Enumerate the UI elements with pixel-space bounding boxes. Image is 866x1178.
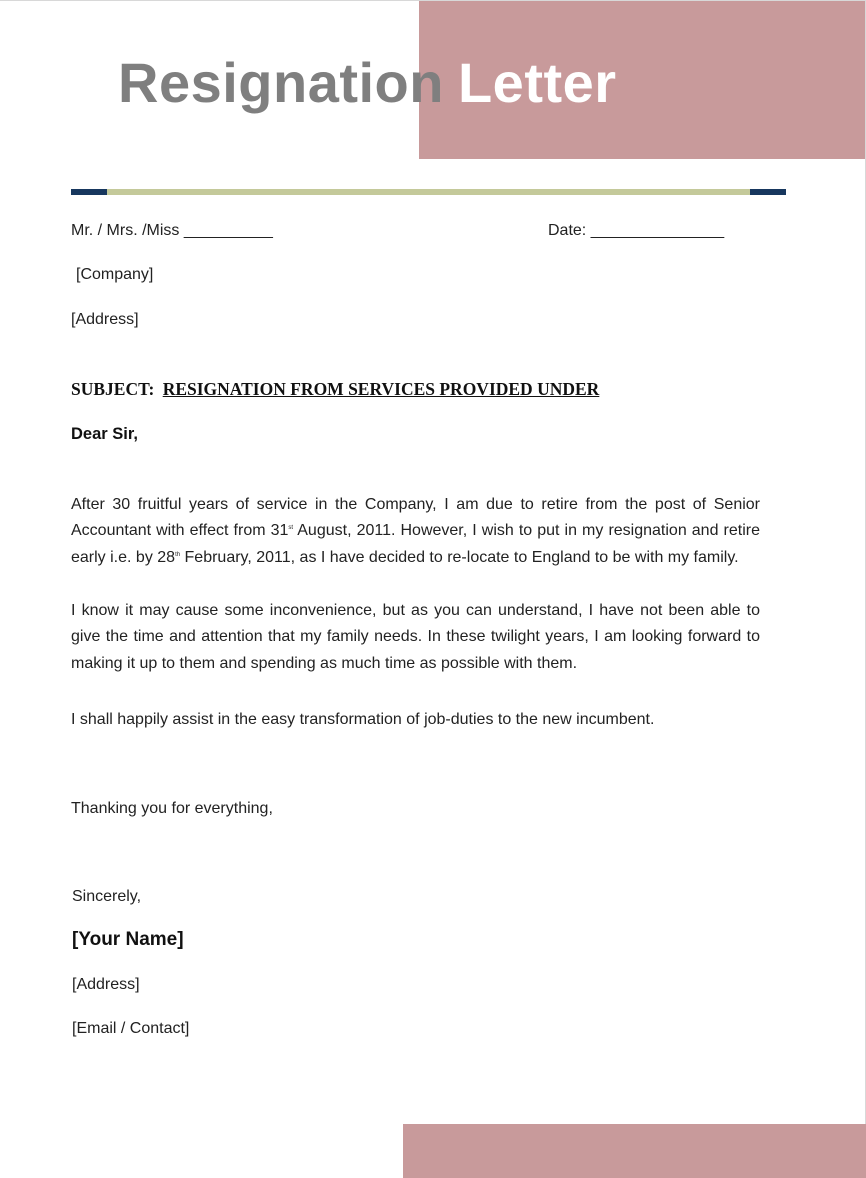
date-label: Date: — [548, 222, 587, 239]
title-word-letter: Letter — [457, 51, 617, 114]
letter-salutation: Dear Sir, — [71, 425, 138, 443]
signer-name: [Your Name] — [72, 929, 184, 950]
recipient-name-line — [71, 221, 273, 241]
recipient-company: [Company] — [76, 266, 154, 283]
ordinal-st: st — [288, 525, 294, 532]
divider-middle — [107, 189, 750, 195]
paragraph-1-part-c: February, 2011, as I have decided to re-locate to England to be with my family. — [180, 548, 739, 566]
paragraph-3: I shall happily assist in the easy transformation of job-duties to the new incumbent. — [71, 711, 655, 728]
ordinal-th: th — [175, 551, 181, 558]
closing-sincerely: Sincerely, — [72, 888, 142, 905]
signer-contact: [Email / Contact] — [72, 1020, 190, 1037]
paragraph-2: I know it may cause some inconvenience, but as you can understand, I have not been able to give the time and attention that my family needs. In these twilight years, I am looking forward to making it up to them and spending as much time as possible with them. — [71, 602, 760, 672]
paragraph-1 — [71, 492, 760, 571]
closing-thanks: Thanking you for everything, — [71, 800, 273, 817]
recipient-address: [Address] — [71, 311, 139, 328]
subject-text: RESIGNATION FROM SERVICES PROVIDED UNDER — [162, 379, 600, 399]
subject-line — [71, 378, 599, 400]
title-word-resignation: Resignation — [118, 51, 444, 114]
date-line — [548, 221, 724, 241]
subject-label: SUBJECT: — [71, 379, 155, 399]
divider-right-cap — [750, 189, 786, 195]
recipient-prefix: Mr. / Mrs. /Miss — [71, 222, 180, 239]
paragraph-1-part-b: August, 2011. However, I wish to put in my resignation and retire early i.e. by 28 — [71, 522, 760, 566]
paragraph-1-part-a: After 30 fruitful years of service in the Company, I am due to retire from the post of Senior Accountant with effect from 31 — [71, 496, 760, 540]
page-title — [118, 50, 617, 116]
signer-address: [Address] — [72, 976, 140, 993]
date-blank: _______________ — [590, 222, 725, 239]
recipient-name-blank: __________ — [183, 222, 273, 239]
footer-accent-block — [403, 1124, 866, 1178]
divider-left-cap — [71, 189, 107, 195]
